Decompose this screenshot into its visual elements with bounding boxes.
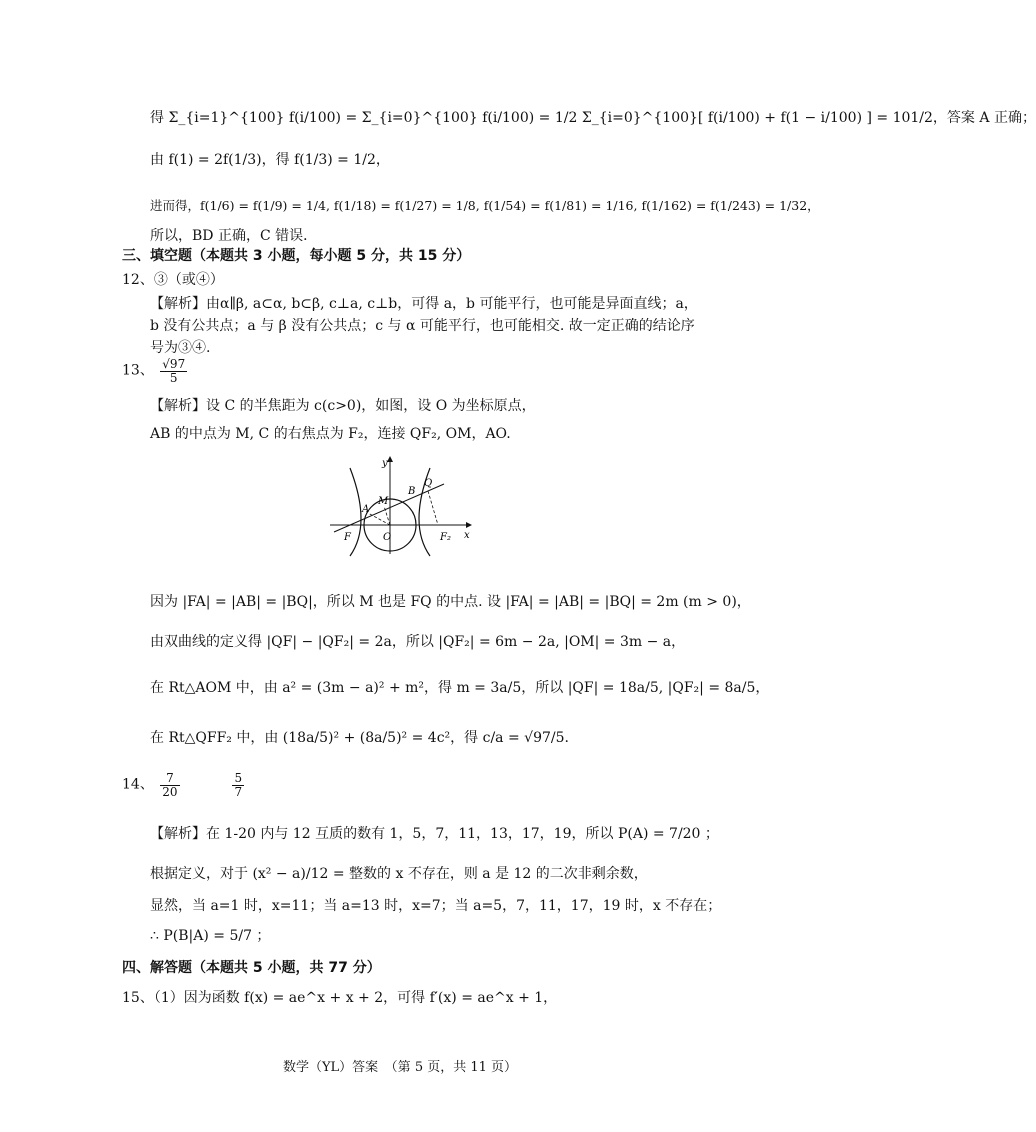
- q13-analysis-2: AB 的中点为 M, C 的右焦点为 F₂，连接 QF₂, OM，AO.: [150, 426, 511, 442]
- q13-analysis-4: 由双曲线的定义得 |QF| − |QF₂| = 2a，所以 |QF₂| = 6m − 2a, |OM| = 3m − a，: [150, 634, 686, 650]
- q14-answer-1: [160, 772, 179, 798]
- q14-answer-2-numerator: 5: [234, 771, 243, 785]
- label-M: M: [378, 496, 389, 507]
- label-y: y: [382, 458, 388, 469]
- q13-analysis-3: 因为 |FA| = |AB| = |BQ|，所以 M 也是 FQ 的中点. 设 |FA| = |AB| = |BQ| = 2m (m > 0)，: [150, 594, 751, 610]
- q13-numerator: √97: [162, 357, 186, 371]
- label-B: B: [408, 486, 416, 497]
- x-axis-arrow: [466, 522, 472, 528]
- line-f1: 由 f(1) = 2f(1/3)，得 f(1/3) = 1/2，: [150, 152, 390, 168]
- q14-analysis-2: 根据定义，对于 (x² − a)/12 = 整数的 x 不存在，则 a 是 12 的二次非剩余数，: [150, 866, 648, 882]
- hyperbola-figure: [328, 452, 478, 556]
- q12-analysis-2: b 没有公共点；a 与 β 没有公共点；c 与 α 可能平行，也可能相交. 故一定正确的结论序: [150, 318, 695, 334]
- q12-answer: 12、③（或④）: [122, 272, 224, 288]
- line-sum: 得 Σ_{i=1}^{100} f(i/100) = Σ_{i=0}^{100} f(i/100) = 1/2 Σ_{i=0}^{100}[ f(i/100) + f(1 − i/100) ] = 101/2，答案 A 正确；: [150, 110, 1036, 126]
- label-F: F: [344, 532, 351, 543]
- q12-analysis-1: 【解析】由α∥β, a⊂α, b⊂β, c⊥a, c⊥b，可得 a，b 可能平行，也可能是异面直线；a，: [150, 296, 698, 312]
- q13-label: 13、: [122, 362, 154, 379]
- q14-analysis-1: 【解析】在 1-20 内与 12 互质的数有 1，5，7，11，13，17，19，所以 P(A) = 7/20 ；: [150, 826, 719, 842]
- q14-answer: [122, 772, 246, 798]
- line-values: 进而得，f(1/6) = f(1/9) = 1/4, f(1/18) = f(1/27) = 1/8, f(1/54) = f(1/81) = 1/16, f(1/162) = f(1/243) = 1/32，: [150, 198, 820, 213]
- page-footer: 数学（YL）答案 （第 5 页，共 11 页）: [282, 1060, 518, 1075]
- hyperbola-left-branch: [350, 468, 361, 556]
- q15-line: 15、（1）因为函数 f(x) = ae^x + x + 2，可得 f′(x) = ae^x + 1，: [122, 990, 558, 1006]
- q13-analysis-5: 在 Rt△AOM 中，由 a² = (3m − a)² + m²，得 m = 3a/5，所以 |QF| = 18a/5, |QF₂| = 8a/5，: [150, 680, 770, 696]
- q13-answer: [122, 358, 189, 384]
- label-F2: F₂: [440, 532, 451, 543]
- q13-analysis-6: 在 Rt△QFF₂ 中，由 (18a/5)² + (8a/5)² = 4c²，得 c/a = √97/5.: [150, 730, 569, 746]
- q12-analysis-3: 号为③④.: [150, 340, 211, 356]
- q14-analysis-4: ∴ P(B|A) = 5/7 ；: [150, 928, 271, 944]
- q13-denominator: 5: [169, 370, 178, 385]
- label-Q: Q: [424, 478, 433, 489]
- q14-answer-1-denominator: 20: [162, 784, 178, 799]
- label-O: O: [383, 532, 392, 543]
- section-4-heading: 四、解答题（本题共 5 小题，共 77 分）: [122, 960, 381, 976]
- line-conclusion: 所以，BD 正确，C 错误．: [150, 228, 318, 244]
- segment-QF2: [428, 491, 438, 525]
- section-3-heading: 三、填空题（本题共 3 小题，每小题 5 分，共 15 分）: [122, 248, 471, 264]
- label-A: A: [362, 504, 370, 515]
- q13-analysis-1: 【解析】设 C 的半焦距为 c(c>0)，如图，设 O 为坐标原点，: [150, 398, 536, 414]
- label-x: x: [464, 530, 470, 541]
- q13-fraction: [160, 358, 187, 384]
- q14-analysis-3: 显然，当 a=1 时，x=11；当 a=13 时，x=7；当 a=5，7，11，17，19 时，x 不存在；: [150, 898, 722, 914]
- q14-answer-2-denominator: 7: [234, 784, 243, 799]
- q14-label: 14、: [122, 776, 154, 793]
- y-axis-arrow: [387, 456, 393, 462]
- q14-answer-2: [232, 772, 244, 798]
- q14-answer-1-numerator: 7: [160, 772, 179, 786]
